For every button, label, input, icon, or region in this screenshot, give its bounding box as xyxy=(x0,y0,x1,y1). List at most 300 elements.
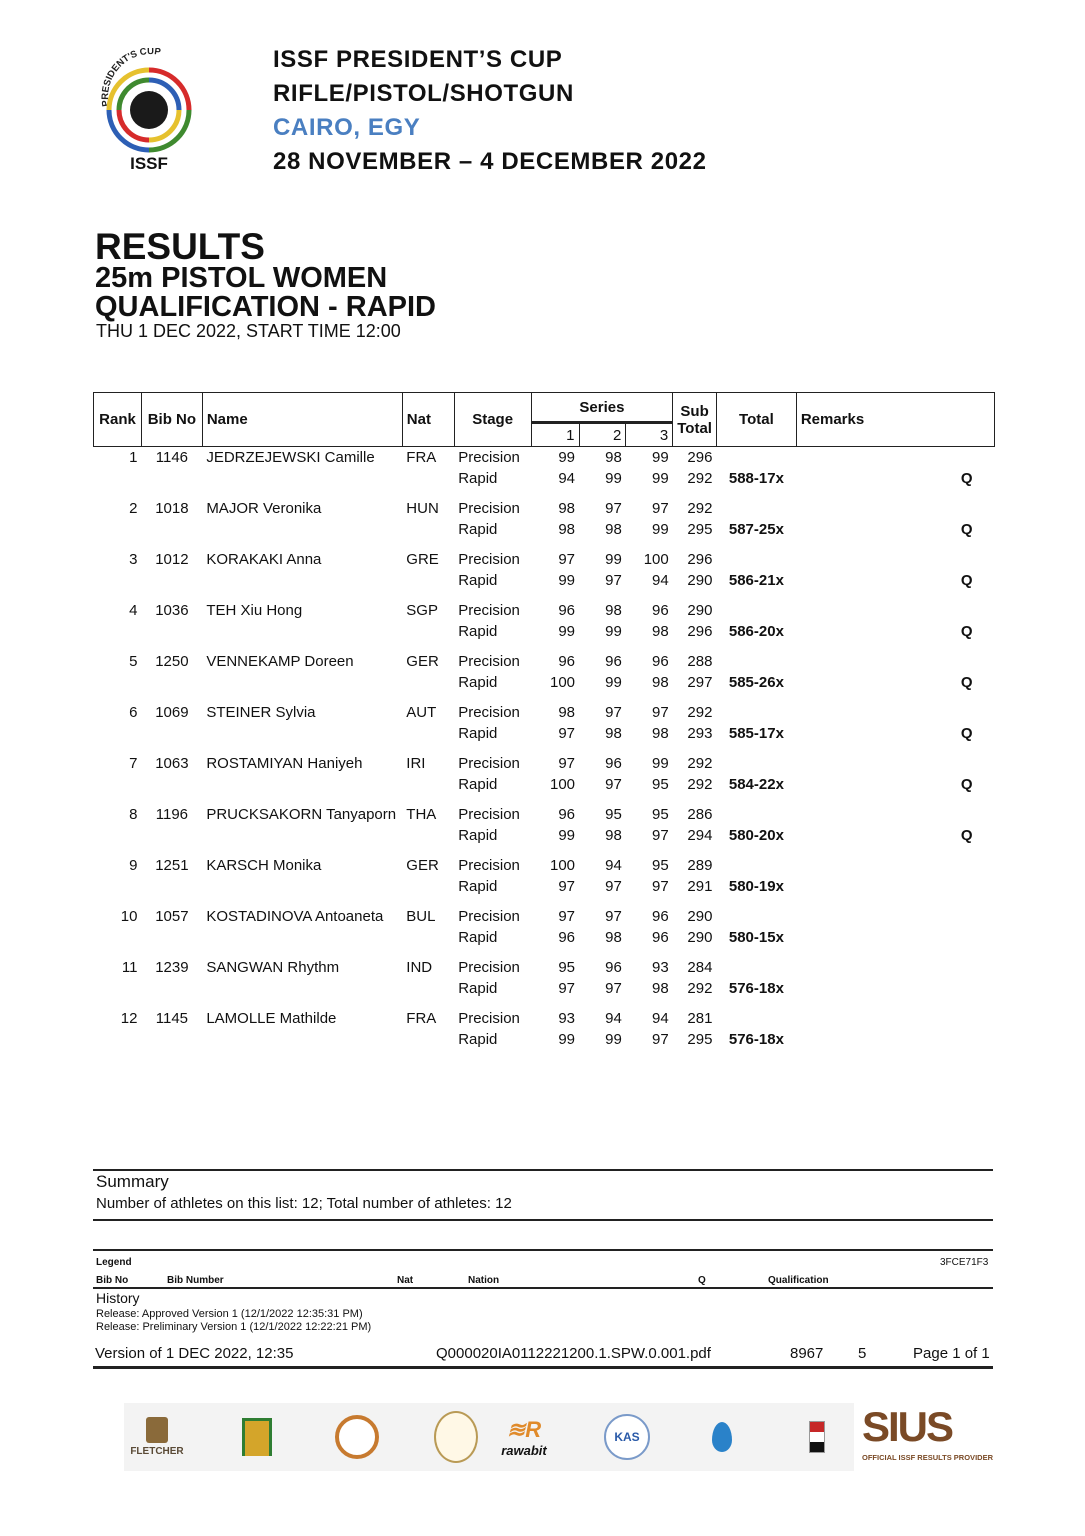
series-2-score: 95 xyxy=(605,806,622,823)
rank-cell: 7 xyxy=(129,755,138,772)
athlete-name xyxy=(202,774,402,795)
athlete-name: KARSCH Monika xyxy=(206,857,322,874)
series-2-score: 97 xyxy=(605,572,622,589)
stage-name: Precision xyxy=(458,704,520,721)
rank-cell xyxy=(94,825,142,846)
stage-name: Rapid xyxy=(458,470,498,487)
series-1-score: 97 xyxy=(558,878,576,895)
table-row xyxy=(94,621,995,642)
nation-code: IRI xyxy=(406,755,426,772)
athlete-name: ROSTAMIYAN Haniyeh xyxy=(206,755,363,772)
series-3-score: 97 xyxy=(652,878,669,895)
stage-name: Rapid xyxy=(458,776,498,793)
sponsor-kas-logo xyxy=(594,1403,660,1471)
series-2-score: 94 xyxy=(605,1010,622,1027)
series-1-score: 97 xyxy=(558,755,576,772)
nation-code: GER xyxy=(406,857,439,874)
athlete-name: STEINER Sylvia xyxy=(206,704,316,721)
series-3-score: 97 xyxy=(652,827,669,844)
remark-cell: Q xyxy=(960,725,973,742)
total-score: 586-21x xyxy=(728,572,784,589)
nation-code xyxy=(402,774,454,795)
table-row xyxy=(94,693,995,723)
bib-cell xyxy=(141,621,202,642)
legend-desc-bib: Bib Number xyxy=(167,1275,224,1286)
subtotal-score: 296 xyxy=(687,551,713,568)
rank-cell: 6 xyxy=(129,704,138,721)
athlete-name xyxy=(202,672,402,693)
rank-cell: 3 xyxy=(129,551,138,568)
header-subtotal: Sub Total xyxy=(673,393,717,447)
remark-cell xyxy=(796,591,994,621)
rank-cell xyxy=(94,468,142,489)
series-2-score: 94 xyxy=(605,857,622,874)
total-score xyxy=(716,744,796,774)
history-title: History xyxy=(96,1290,140,1306)
athlete-name xyxy=(202,519,402,540)
subtotal-score: 292 xyxy=(687,704,713,721)
series-3-score: 97 xyxy=(652,1031,669,1048)
subtotal-score: 292 xyxy=(687,755,713,772)
rank-cell xyxy=(94,672,142,693)
series-3-score: 96 xyxy=(652,908,669,925)
sius-logo xyxy=(862,1403,993,1473)
total-score: 576-18x xyxy=(728,980,784,997)
bib-cell: 1012 xyxy=(155,551,189,568)
stage-name: Precision xyxy=(458,857,520,874)
total-score: 580-15x xyxy=(728,929,784,946)
remark-cell xyxy=(796,978,994,999)
remark-cell xyxy=(796,693,994,723)
bib-cell xyxy=(141,927,202,948)
nation-code: FRA xyxy=(406,1010,437,1027)
legend-title: Legend xyxy=(96,1257,132,1268)
series-2-score: 98 xyxy=(605,521,622,538)
remark-cell: Q xyxy=(960,572,973,589)
athlete-name xyxy=(202,723,402,744)
remark-cell xyxy=(796,744,994,774)
remark-cell xyxy=(796,927,994,948)
table-row xyxy=(94,642,995,672)
athlete-name: TEH Xiu Hong xyxy=(206,602,303,619)
rank-cell xyxy=(94,1029,142,1050)
remark-cell xyxy=(796,999,994,1029)
series-1-score: 94 xyxy=(558,470,576,487)
summary-text: Number of athletes on this list: 12; Total number of athletes: 12 xyxy=(96,1195,512,1212)
rank-cell xyxy=(94,876,142,897)
stage-name: Precision xyxy=(458,653,520,670)
table-row xyxy=(94,774,995,795)
nation-code: THA xyxy=(406,806,437,823)
legend-code: 3FCE71F3 xyxy=(940,1257,989,1268)
event-phase: QUALIFICATION - RAPID xyxy=(95,291,436,323)
stage-name: Rapid xyxy=(458,521,498,538)
total-score: 580-20x xyxy=(728,827,784,844)
rank-cell: 10 xyxy=(120,908,138,925)
rank-cell: 1 xyxy=(129,449,138,466)
bib-cell: 1063 xyxy=(155,755,189,772)
series-1-score: 96 xyxy=(558,929,576,946)
series-1-score: 97 xyxy=(558,980,576,997)
total-score xyxy=(716,642,796,672)
athlete-name xyxy=(202,468,402,489)
rank-cell xyxy=(94,621,142,642)
table-row xyxy=(94,948,995,978)
bib-cell: 1251 xyxy=(155,857,189,874)
athlete-name xyxy=(202,621,402,642)
series-1-score: 99 xyxy=(558,1031,576,1048)
ministry-icon xyxy=(434,1411,478,1463)
logo-arc-text: PRESIDENT'S CUP xyxy=(99,48,162,108)
bib-cell xyxy=(141,570,202,591)
version-text: Version of 1 DEC 2022, 12:35 xyxy=(95,1345,294,1362)
series-1-score: 99 xyxy=(558,623,576,640)
issf-presidents-cup-logo xyxy=(95,48,203,173)
series-2-score: 97 xyxy=(605,908,622,925)
athlete-name: KORAKAKI Anna xyxy=(206,551,322,568)
doc-code-2: 5 xyxy=(858,1345,867,1362)
series-1-score: 99 xyxy=(558,449,576,466)
bib-cell: 1057 xyxy=(155,908,189,925)
table-row xyxy=(94,999,995,1029)
remark-cell xyxy=(796,489,994,519)
stage-name: Rapid xyxy=(458,929,498,946)
sponsor-ministry-logo xyxy=(426,1403,486,1471)
series-2-score: 99 xyxy=(605,623,622,640)
event-datetime: THU 1 DEC 2022, START TIME 12:00 xyxy=(96,321,401,341)
stage-name: Precision xyxy=(458,602,520,619)
series-3-score: 98 xyxy=(652,980,669,997)
athlete-name: LAMOLLE Mathilde xyxy=(206,1010,337,1027)
nation-code: SGP xyxy=(406,602,438,619)
sponsor-fletcher-logo xyxy=(124,1403,190,1471)
stage-name: Rapid xyxy=(458,1031,498,1048)
athlete-name: VENNEKAMP Doreen xyxy=(206,653,354,670)
series-3-score: 96 xyxy=(652,653,669,670)
nation-code xyxy=(402,978,454,999)
bib-cell: 1145 xyxy=(155,1010,189,1027)
table-row xyxy=(94,591,995,621)
subtotal-score: 295 xyxy=(687,521,713,538)
series-3-score: 97 xyxy=(652,500,669,517)
subtotal-score: 296 xyxy=(687,623,713,640)
series-2-score: 98 xyxy=(605,929,622,946)
series-2-score: 98 xyxy=(605,827,622,844)
stage-name: Precision xyxy=(458,500,520,517)
results-table xyxy=(93,392,995,1050)
summary-bottom-rule xyxy=(93,1219,993,1221)
athlete-name: MAJOR Veronika xyxy=(206,500,322,517)
subtotal-score: 290 xyxy=(687,929,713,946)
header-stage: Stage xyxy=(454,393,531,447)
header-series: Series xyxy=(531,393,673,423)
series-3-score: 99 xyxy=(652,521,669,538)
header-rank: Rank xyxy=(94,393,142,447)
bib-cell xyxy=(141,978,202,999)
bib-cell xyxy=(141,1029,202,1050)
table-row xyxy=(94,447,995,469)
remark-cell xyxy=(796,642,994,672)
series-3-score: 96 xyxy=(652,929,669,946)
series-3-score: 95 xyxy=(652,806,669,823)
series-2-score: 98 xyxy=(605,602,622,619)
series-2-score: 97 xyxy=(605,980,622,997)
remark-cell xyxy=(796,876,994,897)
total-score xyxy=(716,795,796,825)
table-row xyxy=(94,723,995,744)
rank-cell xyxy=(94,519,142,540)
athlete-name: PRUCKSAKORN Tanyaporn xyxy=(206,806,397,823)
series-2-score: 99 xyxy=(605,551,622,568)
total-score xyxy=(716,591,796,621)
series-3-score: 94 xyxy=(652,1010,669,1027)
header-name: Name xyxy=(202,393,402,447)
series-3-score: 93 xyxy=(652,959,669,976)
series-1-score: 99 xyxy=(558,572,576,589)
subtotal-score: 290 xyxy=(687,908,713,925)
rank-cell: 5 xyxy=(129,653,138,670)
nation-code: GER xyxy=(406,653,439,670)
series-1-score: 98 xyxy=(558,521,576,538)
series-1-score: 96 xyxy=(558,653,576,670)
table-row xyxy=(94,825,995,846)
total-score: 588-17x xyxy=(728,470,784,487)
sponsor-label: rawabit xyxy=(501,1442,547,1458)
table-row xyxy=(94,897,995,927)
stage-name: Precision xyxy=(458,806,520,823)
bib-cell xyxy=(141,825,202,846)
subtotal-score: 281 xyxy=(687,1010,713,1027)
legend-top-rule xyxy=(93,1249,993,1251)
nation-code xyxy=(402,570,454,591)
series-1-score: 93 xyxy=(558,1010,576,1027)
nation-code xyxy=(402,1029,454,1050)
rank-cell xyxy=(94,774,142,795)
rank-cell xyxy=(94,927,142,948)
total-score: 584-22x xyxy=(728,776,784,793)
remark-cell xyxy=(796,897,994,927)
series-1-score: 97 xyxy=(558,908,576,925)
series-3-score: 99 xyxy=(652,470,669,487)
legend-desc-q: Qualification xyxy=(768,1275,829,1286)
series-2-score: 97 xyxy=(605,776,622,793)
sponsor-water-logo xyxy=(689,1403,755,1471)
sponsor-emblem-logo xyxy=(324,1403,390,1471)
footer-rule xyxy=(93,1366,993,1369)
bib-cell: 1250 xyxy=(155,653,189,670)
series-1-score: 95 xyxy=(558,959,576,976)
remark-cell: Q xyxy=(960,827,973,844)
rank-cell: 2 xyxy=(129,500,138,517)
table-row xyxy=(94,468,995,489)
legend-desc-nat: Nation xyxy=(468,1275,500,1286)
remark-cell: Q xyxy=(960,674,973,691)
series-3-score: 95 xyxy=(652,776,669,793)
total-score xyxy=(716,540,796,570)
table-row xyxy=(94,795,995,825)
nation-code: BUL xyxy=(406,908,436,925)
legend-bottom-rule xyxy=(93,1287,993,1289)
series-2-score: 99 xyxy=(605,470,622,487)
stage-name: Precision xyxy=(458,959,520,976)
subtotal-score: 292 xyxy=(687,980,713,997)
series-1-score: 98 xyxy=(558,704,576,721)
athlete-name xyxy=(202,1029,402,1050)
summary-top-rule xyxy=(93,1169,993,1171)
nbe-icon xyxy=(242,1418,272,1456)
remark-cell xyxy=(796,1029,994,1050)
fletcher-icon xyxy=(146,1417,168,1443)
athlete-name xyxy=(202,570,402,591)
total-score xyxy=(716,447,796,469)
bib-cell xyxy=(141,774,202,795)
remark-cell: Q xyxy=(960,776,973,793)
subtotal-score: 291 xyxy=(687,878,713,895)
athlete-name: SANGWAN Rhythm xyxy=(206,959,340,976)
header-series-3: 3 xyxy=(626,423,673,447)
bib-cell: 1239 xyxy=(155,959,189,976)
series-3-score: 98 xyxy=(652,725,669,742)
subtotal-score: 288 xyxy=(687,653,713,670)
stage-name: Rapid xyxy=(458,623,498,640)
bib-cell: 1069 xyxy=(155,704,189,721)
bib-cell xyxy=(141,723,202,744)
remark-cell xyxy=(796,540,994,570)
series-2-score: 97 xyxy=(605,500,622,517)
stage-name: Precision xyxy=(458,449,520,466)
series-1-score: 99 xyxy=(558,827,576,844)
total-score: 585-26x xyxy=(728,674,784,691)
header-series-2: 2 xyxy=(579,423,626,447)
series-3-score: 99 xyxy=(652,449,669,466)
bib-cell: 1146 xyxy=(155,449,189,466)
series-2-score: 97 xyxy=(605,878,622,895)
series-3-score: 98 xyxy=(652,674,669,691)
total-score xyxy=(716,948,796,978)
subtotal-score: 290 xyxy=(687,572,713,589)
table-row xyxy=(94,846,995,876)
nation-code xyxy=(402,672,454,693)
bib-cell xyxy=(141,519,202,540)
competition-dates: 28 NOVEMBER – 4 DECEMBER 2022 xyxy=(273,148,707,175)
athlete-name: KOSTADINOVA Antoaneta xyxy=(206,908,384,925)
stage-name: Rapid xyxy=(458,674,498,691)
header-series-1: 1 xyxy=(531,423,579,447)
nation-code xyxy=(402,519,454,540)
total-score xyxy=(716,846,796,876)
bib-cell: 1018 xyxy=(155,500,189,517)
subtotal-score: 294 xyxy=(687,827,713,844)
page-title: RESULTS xyxy=(95,226,265,267)
table-row xyxy=(94,978,995,999)
sponsor-strip xyxy=(124,1403,854,1471)
total-score: 585-17x xyxy=(728,725,784,742)
bib-cell xyxy=(141,876,202,897)
bib-cell: 1196 xyxy=(155,806,189,823)
athlete-name xyxy=(202,978,402,999)
total-score: 586-20x xyxy=(728,623,784,640)
legend-abbr-nat: Nat xyxy=(397,1275,414,1286)
total-score xyxy=(716,489,796,519)
page-number: Page 1 of 1 xyxy=(913,1345,990,1362)
series-2-score: 98 xyxy=(605,449,622,466)
rawabit-icon: ≋R xyxy=(506,1416,542,1442)
total-score: 576-18x xyxy=(728,1031,784,1048)
series-1-score: 100 xyxy=(549,674,576,691)
remark-cell: Q xyxy=(960,623,973,640)
total-score: 587-25x xyxy=(728,521,784,538)
series-2-score: 96 xyxy=(605,653,622,670)
nation-code xyxy=(402,621,454,642)
table-row xyxy=(94,489,995,519)
legend-abbr-q: Q xyxy=(698,1275,706,1286)
rank-cell: 4 xyxy=(129,602,138,619)
rank-cell: 11 xyxy=(121,959,138,976)
subtotal-score: 284 xyxy=(687,959,713,976)
history-entry: Release: Preliminary Version 1 (12/1/2022 12:22:21 PM) xyxy=(96,1321,372,1333)
series-2-score: 96 xyxy=(605,959,622,976)
series-1-score: 98 xyxy=(558,500,576,517)
nation-code: GRE xyxy=(406,551,439,568)
subtotal-score: 297 xyxy=(687,674,713,691)
file-name: Q000020IA0112221200.1.SPW.0.001.pdf xyxy=(436,1345,711,1362)
header-total: Total xyxy=(716,393,796,447)
subtotal-score: 292 xyxy=(687,470,713,487)
stage-name: Precision xyxy=(458,908,520,925)
table-row xyxy=(94,1029,995,1050)
subtotal-score: 286 xyxy=(687,806,713,823)
subtotal-score: 292 xyxy=(687,776,713,793)
stage-name: Rapid xyxy=(458,878,498,895)
kas-icon: KAS xyxy=(604,1414,650,1460)
table-row xyxy=(94,570,995,591)
water-drop-icon xyxy=(712,1422,732,1452)
remark-cell xyxy=(796,948,994,978)
series-1-score: 96 xyxy=(558,602,576,619)
subtotal-score: 295 xyxy=(687,1031,713,1048)
logo-org: ISSF xyxy=(130,154,168,173)
athlete-name: JEDRZEJEWSKI Camille xyxy=(206,449,375,466)
competition-name: ISSF PRESIDENT’S CUP xyxy=(273,46,563,73)
rank-cell: 8 xyxy=(129,806,138,823)
legend-abbr-bib: Bib No xyxy=(96,1275,129,1286)
stage-name: Rapid xyxy=(458,980,498,997)
sponsor-olympic-logo xyxy=(784,1403,850,1471)
sponsor-nbe-logo xyxy=(224,1403,290,1471)
rank-cell xyxy=(94,570,142,591)
olympic-committee-icon xyxy=(809,1421,825,1453)
table-row xyxy=(94,927,995,948)
subtotal-score: 289 xyxy=(687,857,713,874)
rank-cell: 9 xyxy=(129,857,138,874)
athlete-name xyxy=(202,825,402,846)
series-3-score: 100 xyxy=(643,551,669,568)
series-3-score: 95 xyxy=(652,857,669,874)
series-2-score: 98 xyxy=(605,725,622,742)
stage-name: Precision xyxy=(458,755,520,772)
athlete-name xyxy=(202,927,402,948)
nation-code: FRA xyxy=(406,449,437,466)
total-score xyxy=(716,999,796,1029)
table-row xyxy=(94,672,995,693)
series-2-score: 97 xyxy=(605,704,622,721)
emblem-icon xyxy=(335,1415,379,1459)
total-score xyxy=(716,693,796,723)
table-row xyxy=(94,876,995,897)
stage-name: Precision xyxy=(458,1010,520,1027)
series-1-score: 100 xyxy=(549,776,576,793)
total-score xyxy=(716,897,796,927)
